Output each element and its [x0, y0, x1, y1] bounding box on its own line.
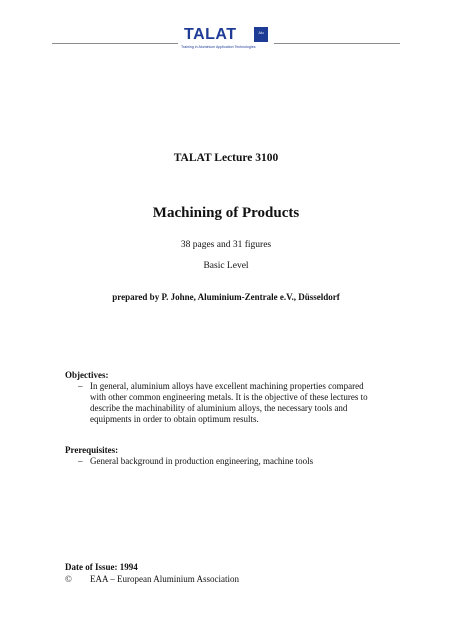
difficulty-level: Basic Level [203, 261, 249, 271]
prerequisites-item [78, 456, 314, 467]
lecture-number: TALAT Lecture 3100 [173, 152, 279, 164]
copyright-icon: © [65, 574, 72, 584]
bullet-dash: – [78, 381, 83, 391]
date-of-issue: Date of Issue: 1994 [65, 562, 138, 572]
objectives-line: equipments in order to obtain optimum results. [90, 414, 259, 424]
logo-badge [254, 27, 268, 42]
objectives-line: with other common engineering metals. It is the objective of these lectures to [90, 392, 368, 402]
prepared-by: prepared by P. Johne, Aluminium-Zentrale e.V., Düsseldorf [112, 292, 340, 302]
prerequisites-heading: Prerequisites: [65, 445, 119, 455]
logo-tagline: Training in Aluminium Application Technologies [181, 45, 256, 49]
copyright-text: EAA – European Aluminium Association [90, 574, 239, 584]
header-rule-left [52, 43, 178, 44]
page-count: 38 pages and 31 figures [180, 240, 272, 250]
logo-wordmark: TALAT [184, 26, 237, 43]
document-title: Machining of Products [152, 205, 300, 221]
header-rule-right [274, 43, 400, 44]
objectives-line: In general, aluminium alloys have excellent machining properties compared [90, 381, 364, 391]
logo-badge-text: Alu [258, 31, 264, 35]
objectives-heading: Objectives: [65, 370, 109, 380]
copyright-line [65, 574, 239, 584]
bullet-dash: – [78, 456, 83, 466]
talat-logo [181, 26, 268, 56]
prerequisites-line: General background in production engineering, machine tools [90, 456, 314, 466]
objectives-line: describe the machinability of aluminium alloys, the necessary tools and [90, 403, 348, 413]
objectives-item [78, 381, 368, 425]
